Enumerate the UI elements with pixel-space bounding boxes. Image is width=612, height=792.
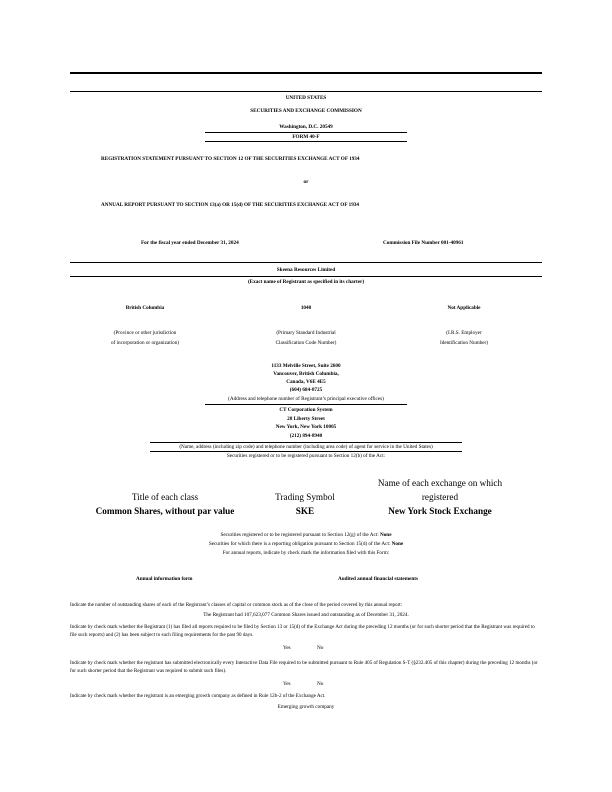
filed-reports-no[interactable]: No [317, 645, 324, 651]
form-number: FORM 40-F [292, 134, 320, 140]
agent-city: New York, New York 10005 [275, 424, 337, 430]
emerging-growth-text: Indicate by check mark whether the registrant is an emerging growth company as defined in Rule 12b-2 of the Exchange Act. [70, 693, 326, 699]
agent-name: CT Corporation System [279, 407, 333, 413]
class-header: Title of each class [131, 492, 199, 502]
annual-information-form-option[interactable]: Annual information form [136, 576, 193, 582]
top-rule [70, 72, 542, 74]
section-15d-value: None [391, 541, 404, 547]
jurisdiction-value: British Columbia [125, 305, 165, 311]
top-thin-rule [70, 91, 542, 92]
jurisdiction-caption-2: of incorporation or organization) [110, 340, 180, 346]
or-separator: or [303, 179, 309, 185]
section-12g-line: Securities registered or to be registered pursuant to Section 12(g) of the Act: None [220, 532, 392, 538]
exchange-header-line-2: registered [421, 492, 459, 502]
agency-title: SECURITIES AND EXCHANGE COMMISSION [250, 108, 362, 114]
irs-caption: (I.R.S. Employer [446, 330, 482, 336]
fiscal-year: For the fiscal year ended December 31, 2024 [141, 240, 239, 246]
agency-location: Washington, D.C. 20549 [279, 124, 333, 130]
registration-statement-option: REGISTRATION STATEMENT PURSUANT TO SECTION 12 OF THE SECURITIES EXCHANGE ACT OF 1934 [101, 156, 360, 162]
address-line-3: Canada, V6E 4E5 [286, 379, 326, 385]
filed-reports-yes[interactable]: Yes [283, 645, 291, 651]
agent-phone: (212) 894-8940 [289, 433, 323, 439]
jurisdiction-caption: (Province or other jurisdiction [113, 330, 177, 336]
registrant-name-rule [70, 276, 542, 277]
address-line-1: 1133 Melville Street, Suite 2600 [271, 363, 341, 369]
address-caption: (Address and telephone number of Registrant’s principal executive offices) [228, 396, 384, 402]
agent-caption: (Name, address (including zip code) and telephone number (including area code) of agent for service in the United States) [179, 444, 433, 450]
country-title: UNITED STATES [285, 95, 327, 101]
exchange-header-line-1: Name of each exchange on which [377, 478, 503, 488]
exchange-value: New York Stock Exchange [388, 506, 492, 516]
sic-code-value: 1040 [300, 305, 312, 311]
interactive-data-yes[interactable]: Yes [283, 681, 291, 687]
audited-statements-option[interactable]: Audited annual financial statements [338, 576, 418, 582]
address-line-2: Vancouver, British Columbia, [273, 371, 339, 377]
section-12g-value: None [379, 532, 392, 538]
sic-caption-2: Classification Code Number) [275, 340, 337, 346]
outstanding-shares-value: The Registrant had 107,623,077 Common Shares issued and outstanding as of December 31, 2024. [203, 612, 409, 618]
irs-number-value: Not Applicable [447, 305, 481, 311]
annual-reports-instruction: For annual reports, indicate by check mark the information filed with this Form: [222, 550, 390, 556]
irs-caption-2: Identification Number) [440, 340, 488, 346]
address-rule [205, 404, 407, 405]
agent-caption-rule [150, 442, 462, 443]
agent-caption-rule-bottom [150, 451, 462, 452]
trading-symbol-header: Trading Symbol [275, 492, 335, 502]
address-phone: (604) 684-8725 [289, 387, 323, 393]
form-divider-bottom [205, 141, 407, 142]
interactive-data-no[interactable]: No [317, 681, 324, 687]
registrant-name-caption: (Exact name of Registrant as specified in its charter) [247, 279, 365, 285]
commission-file-number: Commission File Number 001-40961 [383, 240, 464, 246]
agent-street: 28 Liberty Street [287, 416, 325, 422]
class-value: Common Shares, without par value [95, 506, 235, 516]
emerging-growth-label[interactable]: Emerging growth company [277, 704, 335, 710]
registrant-name: Skeena Resources Limited [276, 267, 336, 273]
registrant-top-rule [70, 262, 542, 263]
sic-caption: (Primary Standard Industrial [276, 330, 336, 336]
trading-symbol-value: SKE [295, 506, 315, 516]
annual-report-option: ANNUAL REPORT PURSUANT TO SECTION 13(a) OR 15(d) OF THE SECURITIES EXCHANGE ACT OF 1934 [101, 202, 359, 208]
section-15d-line: Securities for which there is a reporting obligation pursuant to Section 15(d) of the Act: None [208, 541, 404, 547]
outstanding-shares-text: Indicate the number of outstanding shares of each of the Registrant’s classes of capital or common stock as of the close of the period covered by this annual report: [70, 602, 403, 608]
form-divider [205, 132, 407, 133]
filed-reports-text: Indicate by check mark whether the Registrant (1) has filed all reports required to be filed by Section 13 or 15(d) of the Exchange Act during the preceding 12 months (or for such shorter period that the Registrant was required to file such reports) and (2) has been subject to such filing requirements for the past 90 days. [70, 624, 535, 638]
section-12b-caption: Securities registered or to be registered pursuant to Section 12(b) of the Act: [226, 453, 386, 459]
interactive-data-text: Indicate by check mark whether the registrant has submitted electronically every Interactive Data File required to be submitted pursuant to Rule 405 of Regulation S-T (§232.405 of this chapter) during the preceding 12 months (or for such shorter period that the Registrant was required to submit such files). [70, 660, 538, 674]
